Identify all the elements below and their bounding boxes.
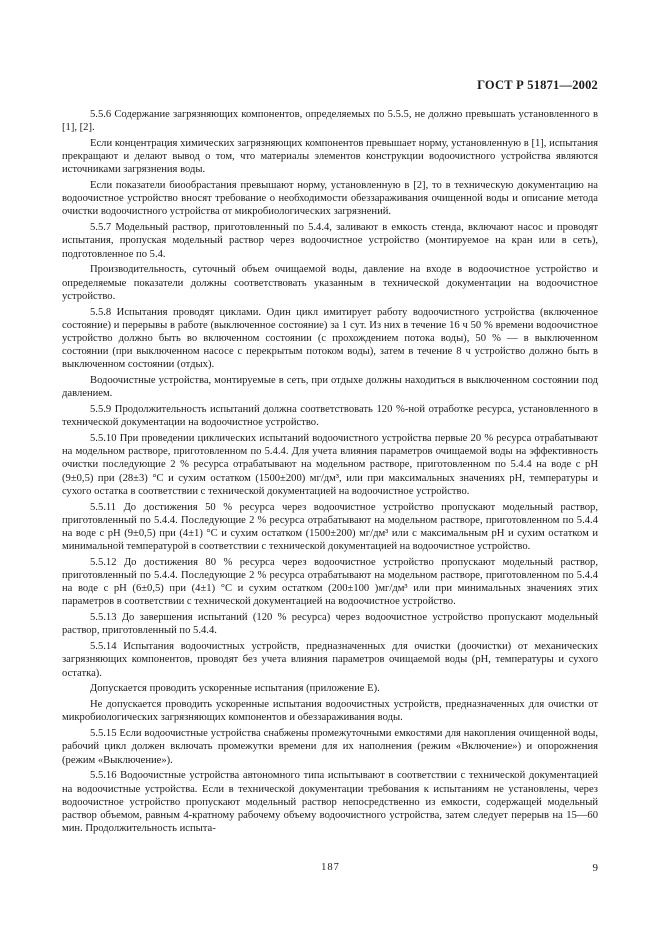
paragraph: Если показатели биообрастания превышают норму, установленную в [2], то в техническую документацию на водоочистное устройство вносят требование о необходимости обеззараживания очищенной воды и описание метода очистки водоочистного устройства от микробиологических загрязнений. bbox=[62, 180, 598, 218]
paragraph-5-5-12: 5.5.12 До достижения 80 % ресурса через водоочистное устройство пропускают модельный раствор, приготовленный по 5.4.4. Последующие 2 % ресурса отрабатывают на модельном растворе, приготовленном по 5.4.4 на воде с pH (6±0,5) при (4±1) °С и сухим остатком (200±100 )мг/дм³ или при минимальных значениях этих параметров в соответствии с технической документацией на водоочистное устройство. bbox=[62, 556, 598, 608]
page-number-right: 9 bbox=[592, 862, 598, 874]
paragraph-5-5-15: 5.5.15 Если водоочистные устройства снабжены промежуточными емкостями для накопления очищенной воды, рабочий цикл должен включать промежутки времени для их наполнения (режим «Включение») и опорожнения (режим «Выключение»). bbox=[62, 728, 598, 766]
paragraph: Водоочистные устройства, монтируемые в сеть, при отдыхе должны находиться в выключенном состоянии под давлением. bbox=[62, 375, 598, 400]
paragraph-5-5-13: 5.5.13 До завершения испытаний (120 % ресурса) через водоочистное устройство пропускают модельный раствор, приготовленный по 5.4.4. bbox=[62, 612, 598, 637]
paragraph-5-5-16: 5.5.16 Водоочистные устройства автономного типа испытывают в соответствии с технической документацией на водоочистные устройства. Если в технической документации требования к испытаниям не установлены, через водоочистное устройство пропускают модельный раствор непосредственно из емкости, содержащей модельный раствор объемом, равным 4-кратному рабочему объему водоочистного устройства, затем следует перерыв на 15—60 мин. Продолжительность испыта- bbox=[62, 770, 598, 834]
paragraph-5-5-14: 5.5.14 Испытания водоочистных устройств, предназначенных для очистки (доочистки) от механических загрязняющих компонентов, проводят без учета влияния параметров очищаемой воды (pH, температуры и сухого остатка). bbox=[62, 641, 598, 679]
paragraph-5-5-6: 5.5.6 Содержание загрязняющих компонентов, определяемых по 5.5.5, не должно превышать установленного в [1], [2]. bbox=[62, 109, 598, 134]
paragraph: Производительность, суточный объем очищаемой воды, давление на входе в водоочистное устройство и определяемые показатели должны соответствовать указанным в технической документации на водоочистное устройство. bbox=[62, 264, 598, 302]
document-body bbox=[62, 108, 598, 838]
document-header: ГОСТ Р 51871—2002 bbox=[477, 78, 598, 92]
page-number-center: 187 bbox=[321, 862, 340, 873]
paragraph: Допускается проводить ускоренные испытания (приложение Е). bbox=[90, 683, 380, 695]
paragraph-5-5-11: 5.5.11 До достижения 50 % ресурса через водоочистное устройство пропускают модельный раствор, приготовленный по 5.4.4. Последующие 2 % ресурса отрабатывают на модельном растворе, приготовленном по 5.4.4 на воде с pH (9±0,5) при (4±1) °С и сухим остатком (1500±200) мг/дм³ или с максимальным pH и сухим остатком и минимальной температурой в соответствии с технической документацией на водоочистное устройство. bbox=[62, 501, 598, 553]
paragraph-5-5-7: 5.5.7 Модельный раствор, приготовленный по 5.4.4, заливают в емкость стенда, включают насос и проводят испытания, пропуская модельный раствор через водоочистное устройство (монтируемое на кран или в сеть), подготовленное по 5.4. bbox=[62, 222, 598, 260]
paragraph-5-5-8: 5.5.8 Испытания проводят циклами. Один цикл имитирует работу водоочистного устройства (включенное состояние) и перерывы в работе (выключенное состояние) за 1 сут. Из них в течение 16 ч 50 % времени водоочистное устройство должно быть во включенном состоянии (с прохождением потока воды), 50 % — в выключенном состоянии (при выключенном насосе с перекрытым потоком воды), затем в течение 8 ч устройство должно быть в выключенном состоянии (отдых). bbox=[62, 306, 598, 371]
paragraph-5-5-10: 5.5.10 При проведении циклических испытаний водоочистного устройства первые 20 % ресурса отрабатывают на модельном растворе, приготовленном по 5.4.4. Для учета влияния параметров очищаемой воды на эффективность очистки последующие 2 % ресурса отрабатывают на модельном растворе, приготовленном по 5.4.4 на воде с pH (9±0,5) при (28±3) °С и сухим остатком (1500±200) мг/дм³, или при максимальных значениях pH, температуры и сухого остатка в соответствии с технической документацией на водоочистное устройство. bbox=[62, 433, 598, 497]
paragraph-5-5-9: 5.5.9 Продолжительность испытаний должна соответствовать 120 %-ной отработке ресурса, установленного в технической документации на водоочистное устройство. bbox=[62, 404, 598, 429]
paragraph: Если концентрация химических загрязняющих компонентов превышает норму, установленную в [1], испытания прекращают и делают вывод о том, что материалы элементов конструкции водоочистного устройства являются источниками загрязнения воды. bbox=[62, 138, 598, 176]
paragraph: Не допускается проводить ускоренные испытания водоочистных устройств, предназначенных для очистки от микробиологических загрязняющих компонентов и обеззараживания воды. bbox=[62, 699, 598, 724]
